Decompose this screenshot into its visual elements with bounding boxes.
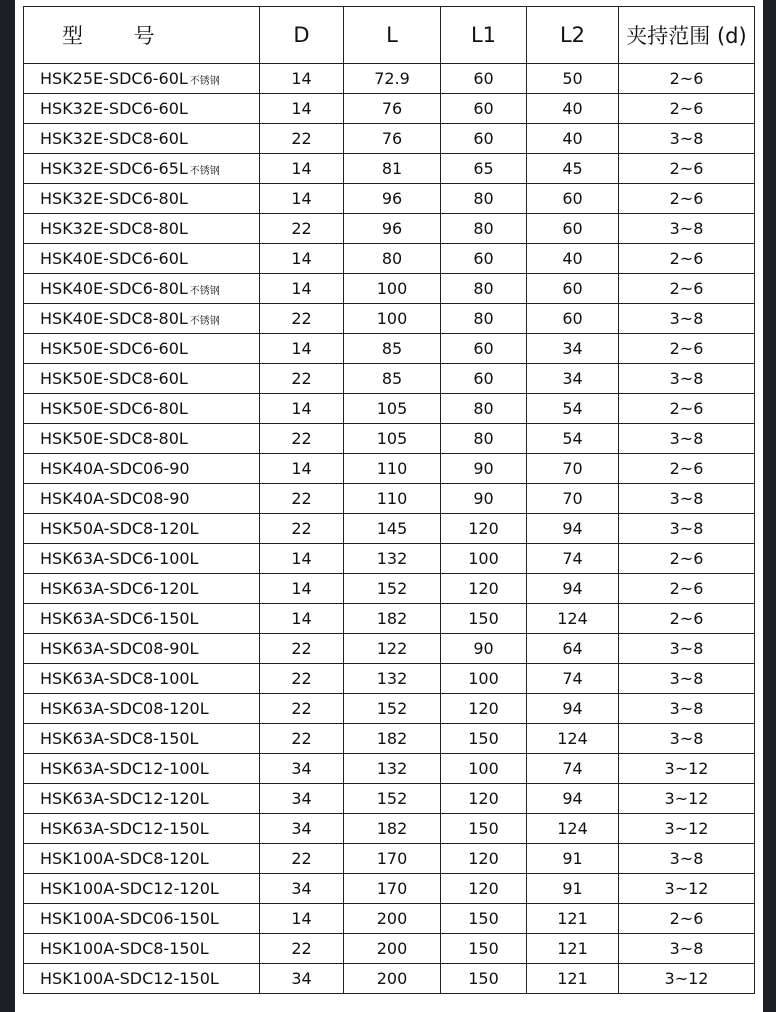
spec-table xyxy=(23,6,755,994)
cell-clamping-range: 3~12 xyxy=(619,784,755,814)
cell-l: 122 xyxy=(344,634,441,664)
cell-clamping-range: 3~12 xyxy=(619,874,755,904)
cell-clamping-range: 3~8 xyxy=(619,514,755,544)
table-row xyxy=(24,964,755,994)
header-clamping-range: 夹持范围 (d) xyxy=(619,7,755,64)
cell-model xyxy=(24,664,260,694)
cell-d: 14 xyxy=(260,904,344,934)
cell-clamping-range: 3~8 xyxy=(619,934,755,964)
cell-model xyxy=(24,64,260,94)
cell-model xyxy=(24,274,260,304)
material-note: 不锈钢 xyxy=(189,316,220,327)
model-number: HSK40A-SDC08-90 xyxy=(40,489,190,508)
cell-d: 14 xyxy=(260,394,344,424)
cell-l2: 60 xyxy=(527,214,619,244)
cell-model xyxy=(24,754,260,784)
cell-d: 22 xyxy=(260,304,344,334)
cell-l: 76 xyxy=(344,94,441,124)
cell-model xyxy=(24,844,260,874)
model-number: HSK63A-SDC08-120L xyxy=(40,699,209,718)
cell-d: 14 xyxy=(260,544,344,574)
cell-clamping-range: 3~8 xyxy=(619,214,755,244)
model-number: HSK63A-SDC12-120L xyxy=(40,789,209,808)
table-body xyxy=(24,64,755,994)
cell-model xyxy=(24,874,260,904)
cell-l1: 150 xyxy=(441,604,527,634)
cell-l1: 120 xyxy=(441,694,527,724)
cell-l2: 91 xyxy=(527,844,619,874)
table-row xyxy=(24,64,755,94)
table-row xyxy=(24,694,755,724)
cell-l1: 100 xyxy=(441,544,527,574)
cell-l2: 124 xyxy=(527,724,619,754)
model-number: HSK32E-SDC8-80L xyxy=(40,219,188,238)
cell-d: 14 xyxy=(260,94,344,124)
table-row xyxy=(24,544,755,574)
cell-l1: 80 xyxy=(441,274,527,304)
cell-l: 152 xyxy=(344,694,441,724)
cell-d: 14 xyxy=(260,454,344,484)
model-number: HSK32E-SDC8-60L xyxy=(40,129,188,148)
cell-l2: 50 xyxy=(527,64,619,94)
cell-model xyxy=(24,964,260,994)
cell-l: 132 xyxy=(344,544,441,574)
cell-l2: 91 xyxy=(527,874,619,904)
cell-l1: 150 xyxy=(441,724,527,754)
cell-model xyxy=(24,604,260,634)
cell-clamping-range: 3~8 xyxy=(619,694,755,724)
cell-d: 22 xyxy=(260,214,344,244)
cell-d: 34 xyxy=(260,964,344,994)
cell-d: 34 xyxy=(260,754,344,784)
cell-clamping-range: 3~12 xyxy=(619,754,755,784)
cell-l1: 150 xyxy=(441,814,527,844)
cell-l2: 121 xyxy=(527,934,619,964)
cell-l2: 94 xyxy=(527,784,619,814)
cell-l: 72.9 xyxy=(344,64,441,94)
table-row xyxy=(24,664,755,694)
cell-d: 14 xyxy=(260,184,344,214)
model-number: HSK63A-SDC8-100L xyxy=(40,669,199,688)
cell-l2: 70 xyxy=(527,484,619,514)
cell-d: 22 xyxy=(260,664,344,694)
cell-clamping-range: 2~6 xyxy=(619,544,755,574)
cell-l1: 150 xyxy=(441,934,527,964)
model-number: HSK100A-SDC12-150L xyxy=(40,969,219,988)
cell-l: 182 xyxy=(344,814,441,844)
cell-model xyxy=(24,244,260,274)
cell-d: 22 xyxy=(260,724,344,754)
cell-l1: 120 xyxy=(441,874,527,904)
header-d: D xyxy=(260,7,344,64)
cell-l1: 120 xyxy=(441,514,527,544)
cell-l: 132 xyxy=(344,754,441,784)
cell-d: 22 xyxy=(260,694,344,724)
cell-model xyxy=(24,184,260,214)
cell-model xyxy=(24,394,260,424)
cell-d: 22 xyxy=(260,934,344,964)
cell-l1: 80 xyxy=(441,424,527,454)
cell-l1: 60 xyxy=(441,64,527,94)
table-row xyxy=(24,514,755,544)
cell-model xyxy=(24,424,260,454)
cell-l2: 94 xyxy=(527,574,619,604)
cell-clamping-range: 3~12 xyxy=(619,964,755,994)
cell-l2: 34 xyxy=(527,334,619,364)
cell-l: 145 xyxy=(344,514,441,544)
cell-l: 105 xyxy=(344,424,441,454)
cell-clamping-range: 3~8 xyxy=(619,484,755,514)
table-row xyxy=(24,124,755,154)
cell-clamping-range: 2~6 xyxy=(619,154,755,184)
table-row xyxy=(24,574,755,604)
cell-l: 100 xyxy=(344,304,441,334)
table-row xyxy=(24,934,755,964)
cell-clamping-range: 2~6 xyxy=(619,244,755,274)
model-number: HSK100A-SDC12-120L xyxy=(40,879,219,898)
table-row xyxy=(24,334,755,364)
cell-clamping-range: 2~6 xyxy=(619,604,755,634)
cell-d: 14 xyxy=(260,334,344,364)
cell-l1: 150 xyxy=(441,964,527,994)
cell-l1: 120 xyxy=(441,784,527,814)
cell-l2: 60 xyxy=(527,184,619,214)
cell-l2: 34 xyxy=(527,364,619,394)
cell-l2: 124 xyxy=(527,814,619,844)
table-row xyxy=(24,874,755,904)
cell-l: 152 xyxy=(344,784,441,814)
spec-sheet xyxy=(15,0,763,1012)
cell-l1: 80 xyxy=(441,214,527,244)
cell-d: 22 xyxy=(260,514,344,544)
cell-d: 22 xyxy=(260,844,344,874)
cell-l: 182 xyxy=(344,604,441,634)
cell-l: 110 xyxy=(344,454,441,484)
model-number: HSK63A-SDC12-150L xyxy=(40,819,209,838)
table-row xyxy=(24,244,755,274)
cell-clamping-range: 3~8 xyxy=(619,424,755,454)
cell-model xyxy=(24,514,260,544)
cell-l1: 150 xyxy=(441,904,527,934)
cell-clamping-range: 2~6 xyxy=(619,394,755,424)
table-row xyxy=(24,184,755,214)
cell-l: 132 xyxy=(344,664,441,694)
cell-model xyxy=(24,334,260,364)
cell-model xyxy=(24,154,260,184)
cell-clamping-range: 3~8 xyxy=(619,664,755,694)
cell-l2: 94 xyxy=(527,514,619,544)
table-row xyxy=(24,274,755,304)
model-number: HSK63A-SDC6-120L xyxy=(40,579,199,598)
cell-d: 14 xyxy=(260,64,344,94)
cell-l2: 40 xyxy=(527,94,619,124)
table-row xyxy=(24,154,755,184)
material-note: 不锈钢 xyxy=(189,286,220,297)
model-number: HSK40E-SDC6-60L xyxy=(40,249,188,268)
cell-l1: 100 xyxy=(441,754,527,784)
cell-d: 14 xyxy=(260,154,344,184)
cell-d: 22 xyxy=(260,424,344,454)
model-number: HSK32E-SDC6-60L xyxy=(40,99,188,118)
model-number: HSK50E-SDC8-60L xyxy=(40,369,188,388)
cell-l: 76 xyxy=(344,124,441,154)
cell-l2: 121 xyxy=(527,964,619,994)
cell-l: 200 xyxy=(344,934,441,964)
model-number: HSK63A-SDC12-100L xyxy=(40,759,209,778)
model-number: HSK40A-SDC06-90 xyxy=(40,459,190,478)
cell-clamping-range: 2~6 xyxy=(619,574,755,604)
cell-l1: 60 xyxy=(441,364,527,394)
cell-model xyxy=(24,724,260,754)
model-number: HSK63A-SDC8-150L xyxy=(40,729,199,748)
cell-l2: 94 xyxy=(527,694,619,724)
model-number: HSK25E-SDC6-60L xyxy=(40,69,188,88)
cell-d: 14 xyxy=(260,574,344,604)
cell-d: 22 xyxy=(260,364,344,394)
cell-l: 200 xyxy=(344,904,441,934)
table-row xyxy=(24,754,755,784)
cell-l1: 120 xyxy=(441,844,527,874)
table-header-row xyxy=(24,7,755,64)
cell-l: 96 xyxy=(344,184,441,214)
cell-l2: 74 xyxy=(527,664,619,694)
cell-l: 152 xyxy=(344,574,441,604)
cell-l2: 40 xyxy=(527,244,619,274)
cell-clamping-range: 3~12 xyxy=(619,814,755,844)
cell-l1: 60 xyxy=(441,244,527,274)
cell-d: 14 xyxy=(260,274,344,304)
header-model: 型 号 xyxy=(24,7,260,64)
header-l1: L1 xyxy=(441,7,527,64)
model-number: HSK63A-SDC08-90L xyxy=(40,639,199,658)
model-number: HSK100A-SDC8-150L xyxy=(40,939,209,958)
header-l: L xyxy=(344,7,441,64)
cell-l2: 74 xyxy=(527,544,619,574)
table-row xyxy=(24,484,755,514)
cell-l: 81 xyxy=(344,154,441,184)
cell-model xyxy=(24,364,260,394)
table-row xyxy=(24,904,755,934)
material-note: 不锈钢 xyxy=(189,166,220,177)
table-row xyxy=(24,604,755,634)
cell-clamping-range: 2~6 xyxy=(619,274,755,304)
model-number: HSK63A-SDC6-150L xyxy=(40,609,199,628)
cell-l1: 120 xyxy=(441,574,527,604)
cell-l1: 80 xyxy=(441,304,527,334)
cell-l2: 121 xyxy=(527,904,619,934)
cell-l: 182 xyxy=(344,724,441,754)
cell-model xyxy=(24,574,260,604)
cell-l2: 124 xyxy=(527,604,619,634)
cell-l1: 60 xyxy=(441,334,527,364)
cell-l2: 54 xyxy=(527,394,619,424)
cell-model xyxy=(24,904,260,934)
cell-clamping-range: 2~6 xyxy=(619,64,755,94)
cell-model xyxy=(24,544,260,574)
cell-model xyxy=(24,124,260,154)
cell-model xyxy=(24,484,260,514)
table-row xyxy=(24,94,755,124)
cell-l: 170 xyxy=(344,844,441,874)
cell-clamping-range: 3~8 xyxy=(619,724,755,754)
cell-clamping-range: 2~6 xyxy=(619,94,755,124)
table-row xyxy=(24,304,755,334)
cell-clamping-range: 3~8 xyxy=(619,844,755,874)
cell-model xyxy=(24,934,260,964)
cell-clamping-range: 3~8 xyxy=(619,304,755,334)
cell-model xyxy=(24,214,260,244)
cell-l2: 45 xyxy=(527,154,619,184)
cell-l: 105 xyxy=(344,394,441,424)
cell-d: 22 xyxy=(260,124,344,154)
material-note: 不锈钢 xyxy=(189,76,220,87)
cell-model xyxy=(24,814,260,844)
cell-l: 200 xyxy=(344,964,441,994)
cell-l2: 70 xyxy=(527,454,619,484)
cell-model xyxy=(24,94,260,124)
header-l2: L2 xyxy=(527,7,619,64)
cell-d: 22 xyxy=(260,634,344,664)
cell-d: 14 xyxy=(260,604,344,634)
cell-l: 110 xyxy=(344,484,441,514)
model-number: HSK40E-SDC6-80L xyxy=(40,279,188,298)
model-number: HSK50E-SDC6-80L xyxy=(40,399,188,418)
cell-l1: 80 xyxy=(441,184,527,214)
cell-l: 100 xyxy=(344,274,441,304)
cell-l2: 74 xyxy=(527,754,619,784)
cell-l1: 65 xyxy=(441,154,527,184)
table-row xyxy=(24,784,755,814)
table-row xyxy=(24,814,755,844)
model-number: HSK63A-SDC6-100L xyxy=(40,549,199,568)
table-row xyxy=(24,214,755,244)
cell-l2: 40 xyxy=(527,124,619,154)
cell-model xyxy=(24,634,260,664)
cell-l: 96 xyxy=(344,214,441,244)
model-number: HSK100A-SDC06-150L xyxy=(40,909,219,928)
table-row xyxy=(24,634,755,664)
model-number: HSK32E-SDC6-65L xyxy=(40,159,188,178)
table-row xyxy=(24,724,755,754)
table-row xyxy=(24,424,755,454)
model-number: HSK40E-SDC8-80L xyxy=(40,309,188,328)
cell-d: 14 xyxy=(260,244,344,274)
cell-clamping-range: 3~8 xyxy=(619,364,755,394)
cell-l2: 64 xyxy=(527,634,619,664)
cell-d: 34 xyxy=(260,814,344,844)
cell-d: 22 xyxy=(260,484,344,514)
cell-l1: 60 xyxy=(441,94,527,124)
cell-clamping-range: 2~6 xyxy=(619,184,755,214)
table-row xyxy=(24,454,755,484)
cell-model xyxy=(24,694,260,724)
cell-model xyxy=(24,784,260,814)
cell-l: 170 xyxy=(344,874,441,904)
table-row xyxy=(24,844,755,874)
cell-l: 80 xyxy=(344,244,441,274)
cell-l1: 60 xyxy=(441,124,527,154)
model-number: HSK100A-SDC8-120L xyxy=(40,849,209,868)
cell-l1: 100 xyxy=(441,664,527,694)
cell-clamping-range: 2~6 xyxy=(619,454,755,484)
cell-l2: 60 xyxy=(527,304,619,334)
cell-clamping-range: 2~6 xyxy=(619,334,755,364)
model-number: HSK50A-SDC8-120L xyxy=(40,519,199,538)
cell-clamping-range: 2~6 xyxy=(619,904,755,934)
model-number: HSK32E-SDC6-80L xyxy=(40,189,188,208)
cell-model xyxy=(24,304,260,334)
table-row xyxy=(24,394,755,424)
cell-l: 85 xyxy=(344,334,441,364)
cell-clamping-range: 3~8 xyxy=(619,634,755,664)
model-number: HSK50E-SDC6-60L xyxy=(40,339,188,358)
cell-l: 85 xyxy=(344,364,441,394)
model-number: HSK50E-SDC8-80L xyxy=(40,429,188,448)
cell-l2: 60 xyxy=(527,274,619,304)
cell-l1: 90 xyxy=(441,484,527,514)
cell-l1: 80 xyxy=(441,394,527,424)
cell-l1: 90 xyxy=(441,454,527,484)
cell-clamping-range: 3~8 xyxy=(619,124,755,154)
cell-model xyxy=(24,454,260,484)
table-row xyxy=(24,364,755,394)
cell-l2: 54 xyxy=(527,424,619,454)
cell-d: 34 xyxy=(260,784,344,814)
cell-l1: 90 xyxy=(441,634,527,664)
cell-d: 34 xyxy=(260,874,344,904)
